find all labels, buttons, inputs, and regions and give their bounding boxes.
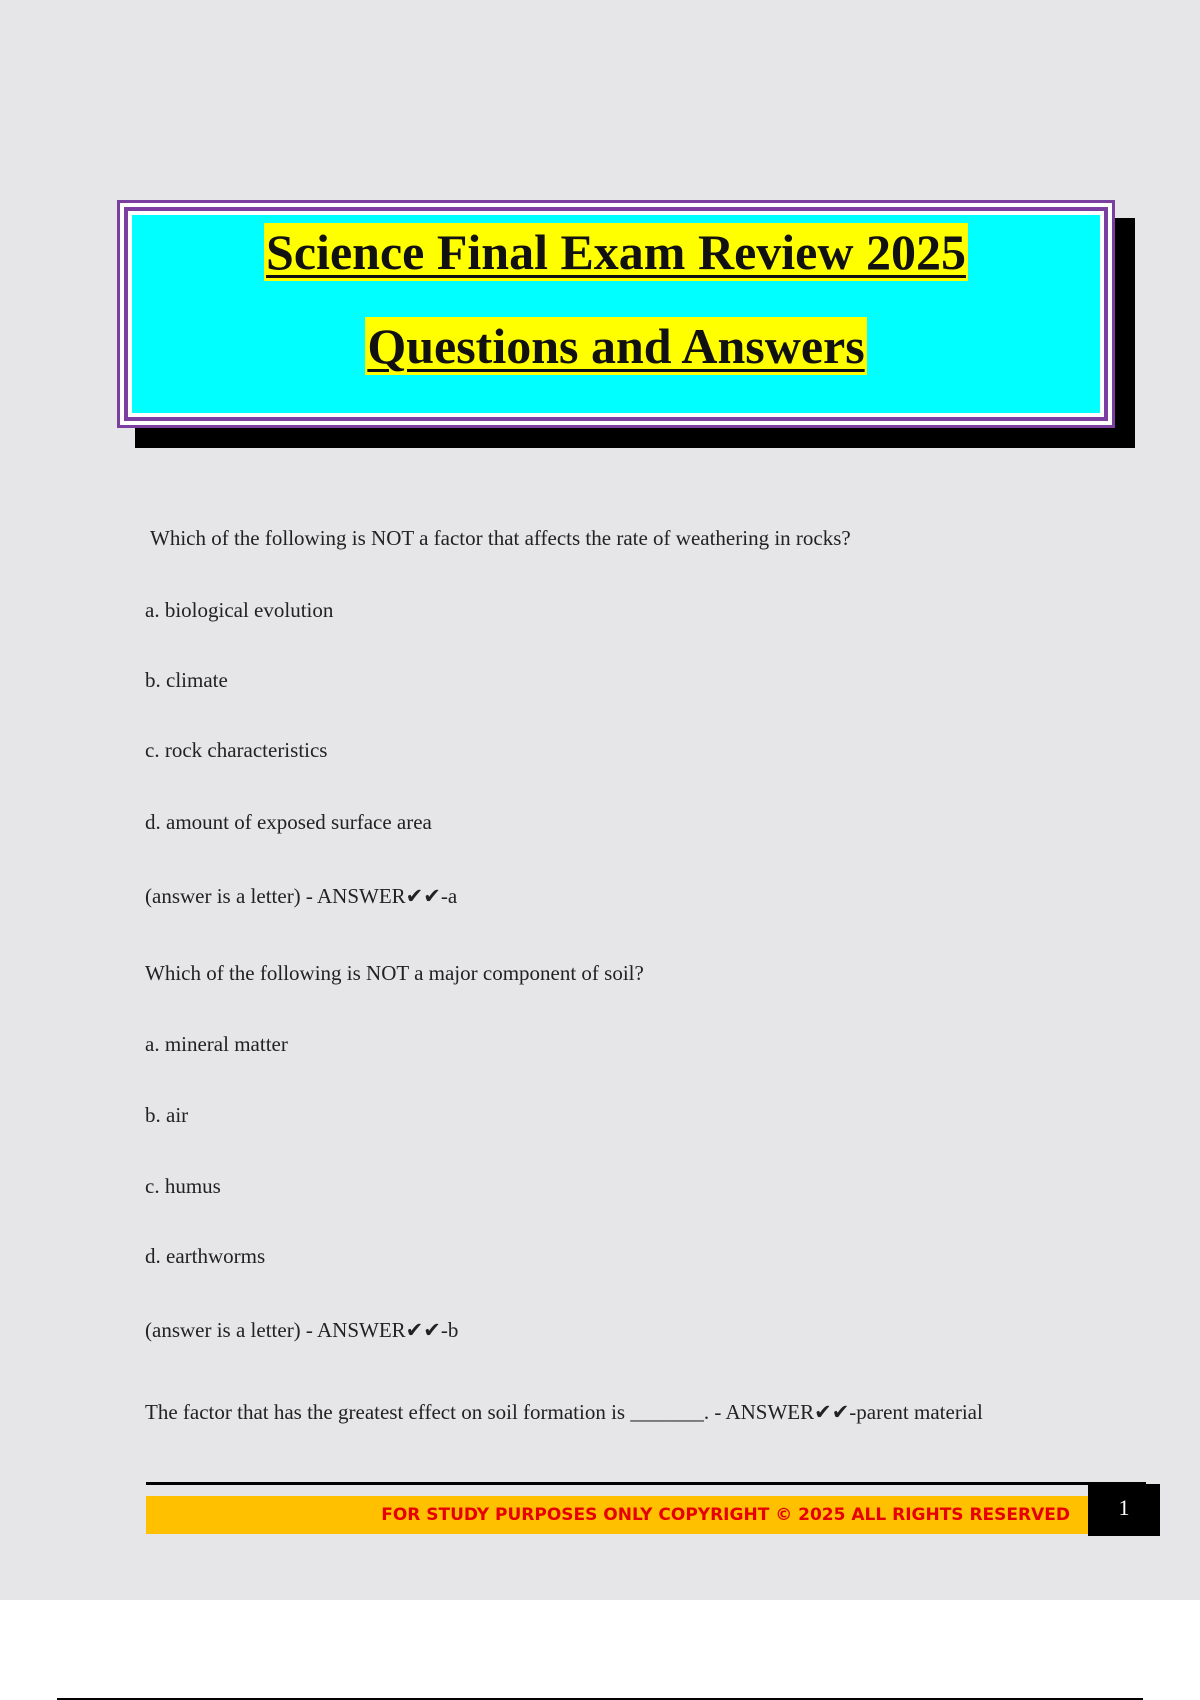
question-1-option-c: c. rock characteristics (145, 738, 328, 762)
question-1-option-a: a. biological evolution (145, 598, 334, 622)
footer-banner (146, 1496, 1088, 1534)
title-box (117, 200, 1115, 428)
question-2-option-b: b. air (145, 1103, 189, 1127)
footer-divider (146, 1482, 1146, 1485)
question-2-option-c: c. humus (145, 1174, 221, 1198)
question-2-option-a: a. mineral matter (145, 1032, 288, 1056)
page-number: 1 (1088, 1484, 1160, 1536)
document-title: Science Final Exam Review 2025 (266, 224, 966, 280)
question-1-option-d: d. amount of exposed surface area (145, 810, 432, 834)
question-1-option-b: b. climate (145, 668, 228, 692)
question-3-text: The factor that has the greatest effect on soil formation is _______. - ANSWER✔✔-parent material (145, 1400, 983, 1424)
question-2-answer: (answer is a letter) - ANSWER✔✔-b (145, 1318, 459, 1342)
title-box-border (124, 207, 1108, 421)
question-1-text: Which of the following is NOT a factor that affects the rate of weathering in rocks? (150, 526, 851, 550)
question-2-option-d: d. earthworms (145, 1244, 266, 1268)
question-1-answer: (answer is a letter) - ANSWER✔✔-a (145, 884, 458, 908)
document-subtitle: Questions and Answers (367, 318, 865, 374)
copyright-notice: FOR STUDY PURPOSES ONLY COPYRIGHT © 2025 ALL RIGHTS RESERVED (381, 1505, 1070, 1525)
title-box-fill (132, 215, 1100, 413)
question-2-text: Which of the following is NOT a major component of soil? (145, 961, 644, 985)
